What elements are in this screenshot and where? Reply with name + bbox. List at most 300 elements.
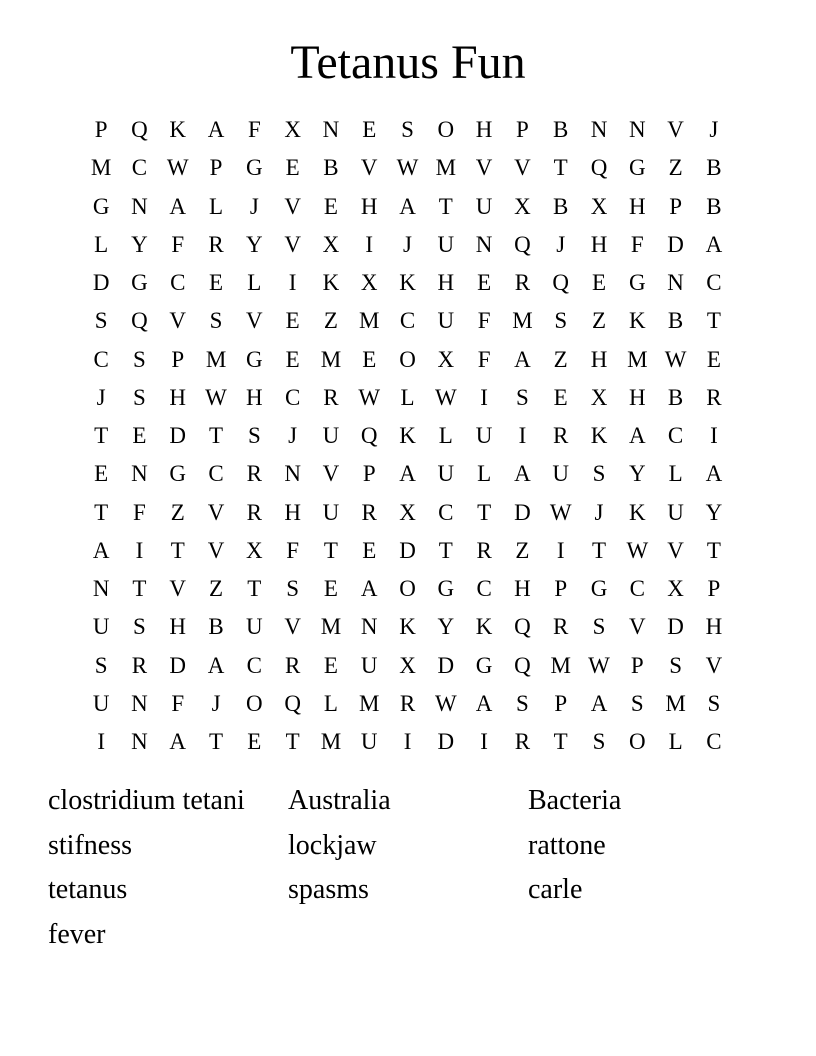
grid-letter: U bbox=[322, 423, 340, 449]
grid-letter: G bbox=[246, 346, 263, 372]
grid-letter: D bbox=[667, 231, 684, 257]
grid-letter: E bbox=[323, 576, 338, 602]
grid-letter: X bbox=[437, 346, 455, 372]
grid-letter: A bbox=[514, 346, 531, 372]
grid-letter: S bbox=[554, 308, 568, 334]
grid-letter: I bbox=[518, 423, 527, 449]
grid-letter: V bbox=[667, 117, 684, 143]
grid-letter: B bbox=[323, 155, 339, 181]
grid-letter: H bbox=[437, 270, 455, 296]
grid-letter: S bbox=[592, 461, 606, 487]
grid-letter: N bbox=[590, 117, 608, 143]
grid-letter: U bbox=[92, 690, 110, 716]
grid-letter: D bbox=[514, 499, 531, 525]
grid-letter: O bbox=[437, 117, 455, 143]
grid-letter: T bbox=[209, 423, 224, 449]
word-list-item: rattone bbox=[528, 829, 606, 861]
grid-letter: I bbox=[556, 537, 565, 563]
grid-letter: P bbox=[630, 652, 644, 678]
grid-letter: V bbox=[207, 537, 225, 563]
grid-row bbox=[82, 532, 734, 570]
grid-letter: K bbox=[399, 270, 416, 296]
grid-letter: Q bbox=[514, 614, 531, 640]
grid-letter: A bbox=[399, 193, 416, 219]
grid-letter: V bbox=[360, 155, 378, 181]
grid-letter: H bbox=[284, 499, 301, 525]
grid-letter: S bbox=[94, 308, 108, 334]
grid-letter: S bbox=[133, 346, 146, 372]
grid-letter: U bbox=[360, 652, 378, 678]
grid-letter: F bbox=[171, 690, 185, 716]
grid-letter: V bbox=[705, 652, 723, 678]
grid-letter: A bbox=[705, 461, 723, 487]
grid-row bbox=[82, 455, 734, 493]
grid-row bbox=[82, 226, 734, 264]
grid-letter: N bbox=[131, 461, 148, 487]
grid-letter: L bbox=[247, 270, 262, 296]
grid-letter: S bbox=[592, 614, 606, 640]
grid-letter: K bbox=[322, 270, 340, 296]
grid-letter: M bbox=[320, 614, 342, 640]
grid-letter: V bbox=[169, 576, 187, 602]
grid-letter: F bbox=[630, 231, 644, 257]
grid-row bbox=[82, 685, 734, 723]
grid-letter: J bbox=[211, 690, 221, 716]
grid-letter: D bbox=[437, 729, 455, 755]
grid-letter: I bbox=[480, 384, 488, 410]
letter-grid bbox=[82, 111, 734, 761]
grid-letter: A bbox=[514, 461, 531, 487]
grid-letter: X bbox=[399, 499, 416, 525]
grid-letter: H bbox=[628, 193, 646, 219]
grid-row bbox=[82, 341, 734, 379]
grid-letter: C bbox=[399, 308, 416, 334]
word-list-item: clostridium tetani bbox=[48, 785, 245, 816]
grid-letter: C bbox=[246, 652, 262, 678]
grid-letter: R bbox=[514, 270, 531, 296]
grid-letter: Z bbox=[553, 346, 568, 372]
grid-letter: S bbox=[401, 117, 414, 143]
grid-letter: V bbox=[284, 193, 301, 219]
grid-letter: Q bbox=[552, 270, 570, 296]
grid-letter: K bbox=[590, 423, 608, 449]
grid-letter: M bbox=[512, 308, 533, 334]
grid-letter: A bbox=[207, 652, 225, 678]
grid-letter: G bbox=[169, 461, 187, 487]
grid-letter: X bbox=[590, 193, 608, 219]
grid-letter: E bbox=[323, 193, 338, 219]
grid-letter: C bbox=[170, 270, 186, 296]
grid-letter: J bbox=[403, 231, 412, 257]
grid-letter: U bbox=[92, 614, 110, 640]
grid-letter: U bbox=[667, 499, 684, 525]
grid-letter: R bbox=[323, 384, 339, 410]
grid-letter: X bbox=[360, 270, 378, 296]
grid-letter: K bbox=[475, 614, 493, 640]
grid-letter: U bbox=[437, 461, 455, 487]
grid-letter: S bbox=[209, 308, 223, 334]
grid-letter: Q bbox=[131, 117, 148, 143]
grid-letter: H bbox=[705, 614, 723, 640]
grid-letter: A bbox=[590, 690, 608, 716]
grid-letter: T bbox=[438, 537, 453, 563]
grid-letter: P bbox=[516, 117, 529, 143]
grid-letter: A bbox=[207, 117, 225, 143]
grid-row bbox=[82, 379, 734, 417]
grid-letter: E bbox=[247, 729, 262, 755]
grid-letter: W bbox=[664, 346, 687, 372]
grid-letter: H bbox=[360, 193, 378, 219]
grid-letter: T bbox=[323, 537, 338, 563]
grid-row bbox=[82, 149, 734, 187]
grid-letter: S bbox=[247, 423, 261, 449]
grid-letter: T bbox=[706, 308, 721, 334]
grid-letter: N bbox=[131, 729, 148, 755]
grid-letter: N bbox=[131, 690, 148, 716]
grid-letter: F bbox=[286, 537, 300, 563]
grid-letter: T bbox=[247, 576, 262, 602]
grid-letter: T bbox=[553, 729, 568, 755]
grid-letter: A bbox=[705, 231, 723, 257]
grid-letter: S bbox=[669, 652, 682, 678]
grid-letter: P bbox=[554, 576, 568, 602]
grid-letter: B bbox=[667, 384, 684, 410]
grid-letter: L bbox=[668, 461, 683, 487]
grid-letter: W bbox=[205, 384, 227, 410]
grid-letter: X bbox=[590, 384, 608, 410]
grid-letter: R bbox=[476, 537, 492, 563]
grid-letter: T bbox=[706, 537, 721, 563]
grid-letter: I bbox=[288, 270, 297, 296]
grid-letter: D bbox=[92, 270, 110, 296]
grid-letter: N bbox=[284, 461, 301, 487]
grid-letter: J bbox=[288, 423, 298, 449]
grid-letter: O bbox=[628, 729, 646, 755]
grid-letter: W bbox=[434, 690, 457, 716]
grid-letter: D bbox=[399, 537, 416, 563]
grid-letter: E bbox=[285, 155, 300, 181]
grid-letter: M bbox=[205, 346, 227, 372]
word-list-item: tetanus bbox=[48, 874, 128, 906]
grid-letter: J bbox=[556, 231, 566, 257]
grid-letter: H bbox=[475, 117, 493, 143]
grid-letter: K bbox=[399, 423, 416, 449]
grid-letter: T bbox=[477, 499, 492, 525]
grid-letter: X bbox=[284, 117, 301, 143]
grid-letter: O bbox=[399, 576, 416, 602]
grid-letter: J bbox=[594, 499, 604, 525]
grid-letter: E bbox=[591, 270, 607, 296]
grid-row bbox=[82, 647, 734, 685]
grid-letter: U bbox=[360, 729, 378, 755]
grid-letter: R bbox=[706, 384, 722, 410]
grid-letter: P bbox=[171, 346, 185, 372]
grid-letter: I bbox=[480, 729, 488, 755]
grid-letter: V bbox=[169, 308, 187, 334]
grid-letter: M bbox=[359, 690, 380, 716]
grid-letter: K bbox=[399, 614, 416, 640]
grid-letter: H bbox=[514, 576, 531, 602]
grid-letter: J bbox=[249, 193, 259, 219]
grid-letter: I bbox=[403, 729, 412, 755]
grid-letter: P bbox=[707, 576, 721, 602]
grid-letter: N bbox=[322, 117, 340, 143]
grid-letter: A bbox=[360, 576, 378, 602]
grid-letter: H bbox=[246, 384, 263, 410]
grid-letter: O bbox=[246, 690, 263, 716]
grid-letter: E bbox=[323, 652, 338, 678]
grid-letter: W bbox=[626, 537, 649, 563]
grid-letter: E bbox=[285, 346, 300, 372]
grid-letter: G bbox=[131, 270, 148, 296]
grid-letter: T bbox=[438, 193, 453, 219]
grid-letter: T bbox=[553, 155, 568, 181]
word-list-item: stifness bbox=[48, 829, 132, 861]
grid-letter: P bbox=[209, 155, 223, 181]
grid-letter: H bbox=[169, 384, 187, 410]
grid-letter: D bbox=[437, 652, 455, 678]
grid-letter: X bbox=[399, 652, 416, 678]
grid-letter: F bbox=[247, 117, 261, 143]
grid-letter: W bbox=[358, 384, 381, 410]
grid-letter: E bbox=[285, 308, 300, 334]
grid-letter: B bbox=[667, 308, 684, 334]
grid-letter: N bbox=[475, 231, 493, 257]
grid-letter: H bbox=[590, 346, 608, 372]
grid-letter: Y bbox=[628, 461, 646, 487]
grid-letter: J bbox=[96, 384, 106, 410]
grid-letter: K bbox=[628, 499, 646, 525]
grid-letter: U bbox=[437, 308, 455, 334]
grid-letter: H bbox=[169, 614, 187, 640]
grid-letter: N bbox=[667, 270, 684, 296]
grid-letter: E bbox=[706, 346, 721, 372]
grid-letter: R bbox=[208, 231, 224, 257]
grid-letter: D bbox=[169, 423, 187, 449]
grid-letter: S bbox=[592, 729, 606, 755]
grid-letter: Z bbox=[170, 499, 185, 525]
grid-letter: U bbox=[475, 193, 493, 219]
grid-row bbox=[82, 608, 734, 646]
grid-letter: S bbox=[516, 384, 529, 410]
grid-letter: T bbox=[94, 423, 109, 449]
grid-letter: N bbox=[92, 576, 110, 602]
grid-letter: G bbox=[590, 576, 608, 602]
grid-letter: I bbox=[365, 231, 374, 257]
grid-letter: Z bbox=[668, 155, 683, 181]
grid-letter: X bbox=[322, 231, 340, 257]
grid-letter: C bbox=[667, 423, 684, 449]
grid-letter: S bbox=[133, 384, 146, 410]
grid-letter: L bbox=[94, 231, 109, 257]
grid-letter: L bbox=[668, 729, 683, 755]
grid-letter: D bbox=[667, 614, 684, 640]
grid-letter: E bbox=[362, 117, 377, 143]
grid-letter: R bbox=[284, 652, 301, 678]
grid-letter: P bbox=[94, 117, 108, 143]
grid-letter: P bbox=[554, 690, 568, 716]
grid-row bbox=[82, 723, 734, 761]
grid-letter: U bbox=[475, 423, 493, 449]
word-list bbox=[48, 779, 768, 958]
grid-letter: S bbox=[630, 690, 644, 716]
grid-letter: J bbox=[709, 117, 719, 143]
grid-letter: Y bbox=[131, 231, 148, 257]
grid-letter: Q bbox=[131, 308, 148, 334]
grid-letter: A bbox=[169, 729, 187, 755]
grid-letter: C bbox=[706, 729, 722, 755]
grid-letter: Y bbox=[705, 499, 723, 525]
grid-letter: V bbox=[284, 614, 301, 640]
grid-letter: L bbox=[209, 193, 224, 219]
grid-letter: G bbox=[628, 155, 646, 181]
grid-letter: K bbox=[628, 308, 646, 334]
grid-letter: X bbox=[667, 576, 684, 602]
grid-letter: R bbox=[553, 423, 569, 449]
grid-letter: T bbox=[170, 537, 185, 563]
grid-row bbox=[82, 570, 734, 608]
grid-letter: I bbox=[135, 537, 144, 563]
word-list-item: carle bbox=[528, 874, 583, 906]
grid-letter: X bbox=[246, 537, 263, 563]
grid-letter: A bbox=[169, 193, 187, 219]
grid-letter: X bbox=[514, 193, 531, 219]
grid-letter: T bbox=[591, 537, 607, 563]
grid-letter: G bbox=[437, 576, 455, 602]
grid-letter: E bbox=[362, 346, 377, 372]
grid-letter: T bbox=[209, 729, 224, 755]
grid-letter: M bbox=[90, 155, 112, 181]
grid-letter: G bbox=[475, 652, 493, 678]
grid-letter: K bbox=[169, 117, 187, 143]
grid-letter: C bbox=[208, 461, 224, 487]
grid-letter: H bbox=[628, 384, 646, 410]
grid-letter: U bbox=[322, 499, 340, 525]
grid-letter: F bbox=[133, 499, 146, 525]
grid-letter: Q bbox=[360, 423, 378, 449]
grid-row bbox=[82, 417, 734, 455]
grid-letter: P bbox=[362, 461, 376, 487]
grid-letter: V bbox=[322, 461, 340, 487]
grid-letter: R bbox=[246, 499, 262, 525]
grid-letter: I bbox=[97, 729, 105, 755]
grid-letter: N bbox=[360, 614, 378, 640]
grid-letter: N bbox=[628, 117, 646, 143]
grid-letter: L bbox=[477, 461, 492, 487]
grid-letter: L bbox=[400, 384, 415, 410]
grid-letter: B bbox=[208, 614, 224, 640]
grid-letter: Z bbox=[323, 308, 338, 334]
grid-letter: R bbox=[399, 690, 416, 716]
grid-letter: V bbox=[628, 614, 646, 640]
grid-letter: C bbox=[284, 384, 301, 410]
grid-letter: F bbox=[171, 231, 185, 257]
grid-letter: R bbox=[553, 614, 569, 640]
grid-letter: E bbox=[553, 384, 568, 410]
grid-letter: G bbox=[246, 155, 263, 181]
word-list-item: Bacteria bbox=[528, 785, 622, 816]
grid-row bbox=[82, 188, 734, 226]
grid-letter: S bbox=[133, 614, 146, 640]
grid-letter: Z bbox=[209, 576, 224, 602]
grid-letter: C bbox=[476, 576, 492, 602]
grid-letter: G bbox=[92, 193, 110, 219]
grid-letter: E bbox=[209, 270, 224, 296]
grid-letter: T bbox=[285, 729, 300, 755]
grid-letter: T bbox=[94, 499, 109, 525]
word-list-item: lockjaw bbox=[288, 829, 377, 861]
grid-letter: V bbox=[284, 231, 301, 257]
grid-letter: B bbox=[553, 117, 569, 143]
grid-letter: B bbox=[706, 193, 722, 219]
grid-letter: V bbox=[667, 537, 684, 563]
grid-letter: Z bbox=[515, 537, 530, 563]
grid-row bbox=[82, 264, 734, 302]
grid-letter: W bbox=[166, 155, 189, 181]
grid-letter: U bbox=[552, 461, 570, 487]
grid-letter: S bbox=[707, 690, 721, 716]
grid-letter: F bbox=[477, 308, 491, 334]
grid-letter: R bbox=[361, 499, 377, 525]
grid-letter: W bbox=[549, 499, 572, 525]
grid-letter: M bbox=[359, 308, 380, 334]
grid-letter: W bbox=[434, 384, 457, 410]
grid-letter: Q bbox=[514, 652, 531, 678]
grid-row bbox=[82, 111, 734, 149]
puzzle-title: Tetanus Fun bbox=[290, 36, 526, 89]
grid-letter: Q bbox=[590, 155, 608, 181]
grid-letter: A bbox=[92, 537, 110, 563]
grid-letter: Y bbox=[246, 231, 263, 257]
grid-letter: L bbox=[323, 690, 338, 716]
grid-letter: W bbox=[396, 155, 419, 181]
grid-letter: P bbox=[669, 193, 682, 219]
grid-letter: D bbox=[169, 652, 187, 678]
grid-letter: C bbox=[629, 576, 645, 602]
grid-letter: R bbox=[131, 652, 148, 678]
grid-letter: S bbox=[286, 576, 300, 602]
grid-letter: G bbox=[628, 270, 646, 296]
word-list-item: spasms bbox=[288, 874, 369, 906]
grid-letter: A bbox=[628, 423, 646, 449]
grid-letter: C bbox=[438, 499, 454, 525]
grid-letter: I bbox=[710, 423, 718, 449]
grid-letter: C bbox=[131, 155, 148, 181]
grid-letter: V bbox=[475, 155, 493, 181]
grid-letter: S bbox=[94, 652, 108, 678]
grid-letter: C bbox=[93, 346, 109, 372]
grid-letter: E bbox=[94, 461, 109, 487]
word-list-item: Australia bbox=[288, 785, 391, 816]
grid-letter: Q bbox=[514, 231, 531, 257]
grid-letter: C bbox=[706, 270, 722, 296]
grid-letter: U bbox=[246, 614, 263, 640]
grid-letter: U bbox=[437, 231, 455, 257]
grid-letter: A bbox=[399, 461, 416, 487]
grid-letter: M bbox=[627, 346, 648, 372]
grid-letter: M bbox=[320, 346, 342, 372]
grid-letter: Y bbox=[437, 614, 455, 640]
grid-letter: R bbox=[514, 729, 531, 755]
grid-letter: V bbox=[207, 499, 225, 525]
grid-letter: L bbox=[438, 423, 453, 449]
grid-letter: M bbox=[665, 690, 686, 716]
grid-letter: M bbox=[550, 652, 571, 678]
grid-letter: N bbox=[131, 193, 148, 219]
grid-letter: R bbox=[246, 461, 262, 487]
grid-letter: W bbox=[588, 652, 610, 678]
grid-letter: E bbox=[477, 270, 492, 296]
